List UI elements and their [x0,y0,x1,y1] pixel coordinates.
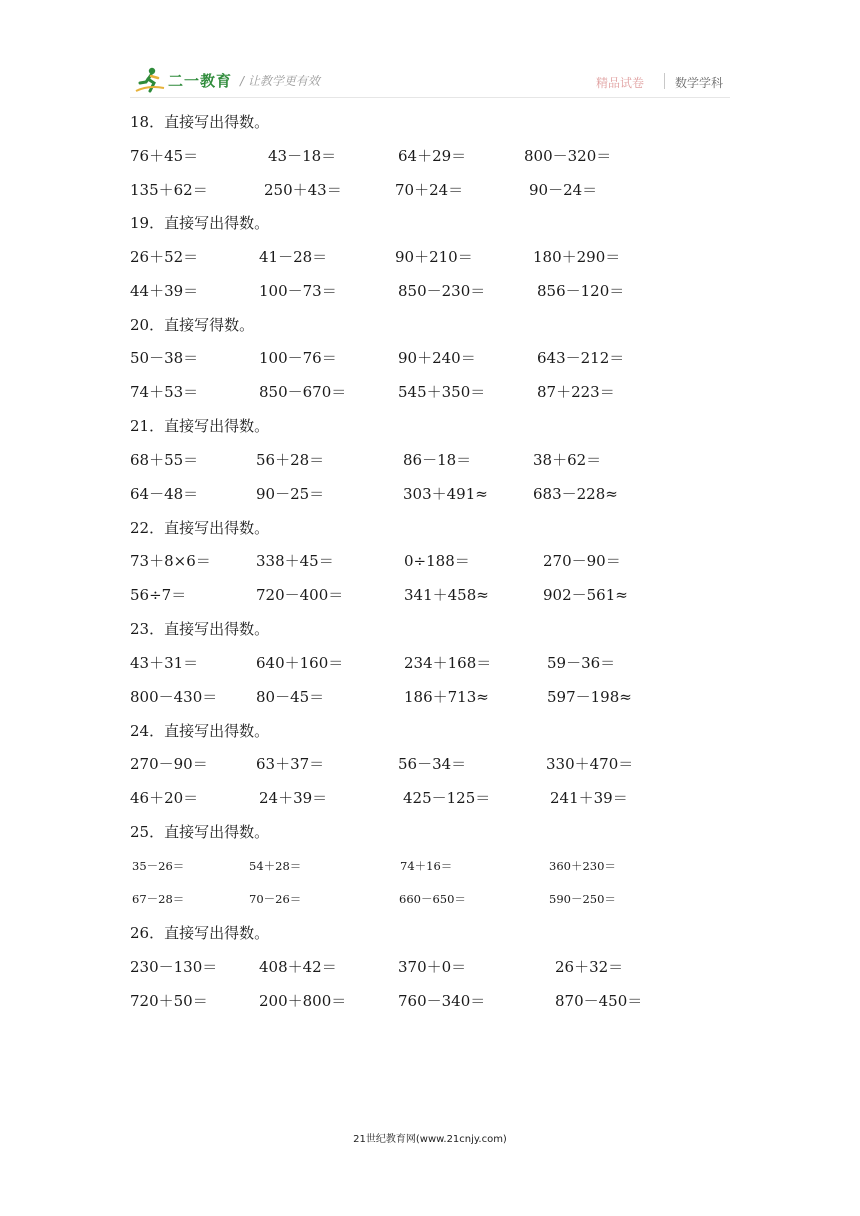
expression: 35－26＝ [132,859,185,873]
question-25-row-2 [0,889,860,909]
question-22-row-2 [0,585,860,605]
expression: 850－230＝ [398,282,486,300]
page-header [0,0,860,100]
question-18-row-1 [0,146,860,166]
expression: 24＋39＝ [259,789,328,807]
expression: 180＋290＝ [533,248,621,266]
expression: 135＋62＝ [130,181,208,199]
question-24-row-2 [0,788,860,808]
expression: 44＋39＝ [130,282,199,300]
expression: 683－228≈ [533,485,618,503]
expression: 64＋29＝ [398,147,467,165]
question-23-title: 23．直接写出得数。 [130,620,270,638]
expression: 90－25＝ [256,485,325,503]
expression: 41－28＝ [259,248,328,266]
question-19-row-1 [0,247,860,267]
expression: 26＋32＝ [555,958,624,976]
expression: 200＋800＝ [259,992,347,1010]
question-23-row-2 [0,687,860,707]
expression: 67－28＝ [132,892,185,906]
header-tag-premium: 精品试卷 [596,76,645,90]
expression: 90＋240＝ [398,349,476,367]
expression: 230－130＝ [130,958,218,976]
expression: 54＋28＝ [249,859,302,873]
expression: 46＋20＝ [130,789,199,807]
expression: 241＋39＝ [550,789,628,807]
question-19-title: 19．直接写出得数。 [130,214,270,232]
expression: 370＋0＝ [398,958,467,976]
expression: 90－24＝ [529,181,598,199]
expression: 856－120＝ [537,282,625,300]
expression: 643－212＝ [537,349,625,367]
expression: 0÷188＝ [404,552,470,570]
expression: 38＋62＝ [533,451,602,469]
expression: 720＋50＝ [130,992,208,1010]
expression: 270－90＝ [130,755,208,773]
header-divider [664,73,665,89]
expression: 545＋350＝ [398,383,486,401]
expression: 341＋458≈ [404,586,489,604]
expression: 250＋43＝ [264,181,342,199]
expression: 63＋37＝ [256,755,325,773]
page-footer: 21世纪教育网(www.21cnjy.com) [353,1134,507,1145]
question-23-row-1 [0,653,860,673]
expression: 800－320＝ [524,147,612,165]
expression: 408＋42＝ [259,958,337,976]
expression: 73＋8×6＝ [130,552,211,570]
question-24-row-1 [0,754,860,774]
expression: 64－48＝ [130,485,199,503]
expression: 90＋210＝ [395,248,473,266]
expression: 80－45＝ [256,688,325,706]
question-20-row-2 [0,382,860,402]
expression: 902－561≈ [543,586,628,604]
question-21-row-2 [0,484,860,504]
header-tag-subject: 数学学科 [675,76,724,90]
expression: 50－38＝ [130,349,199,367]
expression: 43＋31＝ [130,654,199,672]
expression: 87＋223＝ [537,383,615,401]
expression: 640＋160＝ [256,654,344,672]
question-22-title: 22．直接写出得数。 [130,519,270,537]
expression: 425－125＝ [403,789,491,807]
expression: 56÷7＝ [130,586,187,604]
expression: 800－430＝ [130,688,218,706]
expression: 850－670＝ [259,383,347,401]
expression: 590－250＝ [549,892,616,906]
expression: 660－650＝ [399,892,466,906]
expression: 70＋24＝ [395,181,464,199]
expression: 100－73＝ [259,282,337,300]
expression: 26＋52＝ [130,248,199,266]
question-25-row-1 [0,856,860,876]
expression: 43－18＝ [268,147,337,165]
expression: 234＋168＝ [404,654,492,672]
expression: 74＋53＝ [130,383,199,401]
question-24-title: 24．直接写出得数。 [130,722,270,740]
expression: 186＋713≈ [404,688,489,706]
expression: 86－18＝ [403,451,472,469]
expression: 720－400＝ [256,586,344,604]
expression: 760－340＝ [398,992,486,1010]
question-26-row-2 [0,991,860,1011]
question-25-title: 25．直接写出得数。 [130,823,270,841]
expression: 74＋16＝ [400,859,453,873]
expression: 270－90＝ [543,552,621,570]
expression: 59－36＝ [547,654,616,672]
expression: 76＋45＝ [130,147,199,165]
runner-logo-icon [134,66,166,94]
expression: 70－26＝ [249,892,302,906]
brand-name: 二一教育 [168,72,233,90]
expression: 100－76＝ [259,349,337,367]
question-20-title: 20．直接写得数。 [130,316,255,334]
question-18-title: 18．直接写出得数。 [130,113,270,131]
question-20-row-1 [0,348,860,368]
expression: 303＋491≈ [403,485,488,503]
expression: 360＋230＝ [549,859,616,873]
question-22-row-1 [0,551,860,571]
question-26-title: 26．直接写出得数。 [130,924,270,942]
expression: 68＋55＝ [130,451,199,469]
expression: 597－198≈ [547,688,632,706]
question-21-title: 21．直接写出得数。 [130,417,270,435]
question-19-row-2 [0,281,860,301]
header-rule [130,97,730,98]
expression: 338＋45＝ [256,552,334,570]
expression: 870－450＝ [555,992,643,1010]
expression: 56－34＝ [398,755,467,773]
brand-slogan: / 让教学更有效 [240,74,320,88]
expression: 330＋470＝ [546,755,634,773]
expression: 56＋28＝ [256,451,325,469]
question-21-row-1 [0,450,860,470]
question-18-row-2 [0,180,860,200]
question-26-row-1 [0,957,860,977]
